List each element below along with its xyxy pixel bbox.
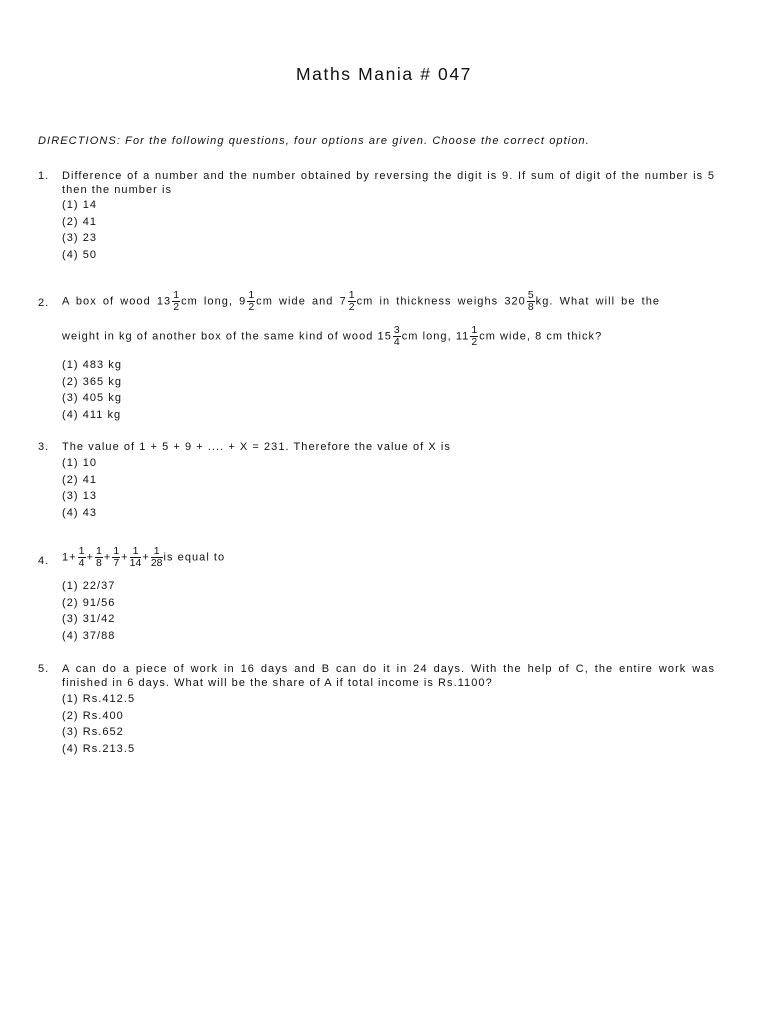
options-list [62,578,115,644]
fraction: $\frac{1}{2}$ [471,324,478,348]
fraction: $\frac{3}{4}$ [393,324,400,348]
option-2: (2) 41 [62,215,98,228]
options-list [62,691,135,757]
option-4: (4) 37/88 [62,629,116,642]
fraction: $\frac{1}{2}$ [173,289,180,313]
option-2: (2) 91/56 [62,596,116,609]
option-1: (1) 14 [62,199,98,211]
option-1: (1) Rs.412.5 [62,693,136,705]
option-4: (4) 43 [62,506,98,519]
options-list [62,197,97,263]
option-1: (1) 483 kg [62,359,123,371]
fraction: $\frac{1}{7}$ [113,545,120,569]
fraction: $\frac{1}{8}$ [95,545,102,569]
option-3: (3) 13 [62,490,98,503]
option-1: (1) 22/37 [62,580,116,592]
option-3: (3) 23 [62,232,98,245]
expression: 1+ $\frac{1}{4}$ + $\frac{1}{8}$ + $\frac{1}{7}$ + $\frac{1}{14}$ + $\frac{1}{28}$ is equal to [62,545,226,569]
question-number: 2. [38,297,50,309]
question-number: 5. [38,663,50,675]
question-text: The value of 1 + 5 + 9 + .... + X = 231. Therefore the value of X is [62,441,451,453]
question-number: 3. [38,441,50,453]
option-4: (4) 50 [62,248,98,261]
question-text: A can do a piece of work in 16 days and B can do it in 24 days. With the help of C, the entire work was finished in 6 days. What will be the share of A if total income is Rs.1100? [62,663,715,689]
question-line-2: weight in kg of another box of the same kind of wood 15 $\frac{3}{4}$ cm long, 11 $\frac{1}{2}$ cm wide, 8 cm thick? [62,324,603,348]
option-2: (2) 41 [62,473,98,486]
fraction: $\frac{1}{14}$ [129,545,142,569]
option-3: (3) Rs.652 [62,726,124,739]
page-title: Maths Mania # 047 [295,64,473,84]
options-list [62,357,122,423]
fraction: $\frac{1}{2}$ [248,289,255,313]
fraction: $\frac{1}{28}$ [150,545,163,569]
question-number: 1. [38,170,50,182]
option-1: (1) 10 [62,457,98,469]
directions-text: DIRECTIONS: For the following questions, four options are given. Choose the correct option. [38,135,590,147]
option-2: (2) Rs.400 [62,709,124,722]
fraction: $\frac{1}{4}$ [78,545,85,569]
option-3: (3) 31/42 [62,613,116,626]
option-2: (2) 365 kg [62,375,123,388]
question-line-1: A box of wood 13 $\frac{1}{2}$ cm long, 9 $\frac{1}{2}$ cm wide and 7 $\frac{1}{2}$ cm in thickness weighs 320 $\frac{5}{8}$ kg. What will be the [62,289,661,313]
options-list [62,455,97,521]
option-3: (3) 405 kg [62,392,123,405]
question-text: Difference of a number and the number obtained by reversing the digit is 9. If sum of digit of the number is 5 then the number is [62,170,715,196]
fraction: $\frac{1}{2}$ [348,289,355,313]
question-number: 4. [38,555,50,567]
option-4: (4) Rs.213.5 [62,742,136,755]
fraction: $\frac{5}{8}$ [527,289,534,313]
option-4: (4) 411 kg [62,408,122,421]
